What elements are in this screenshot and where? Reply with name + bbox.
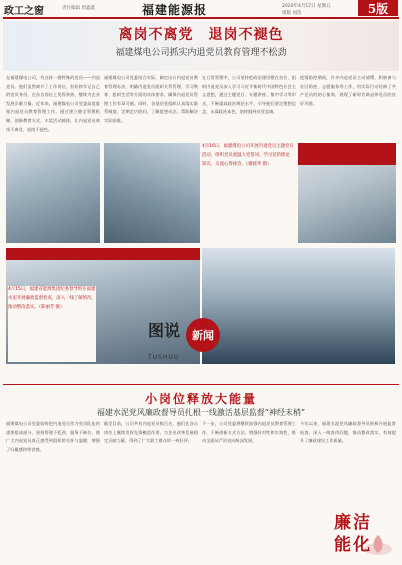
lower-subheadline: 福建水泥党风廉政督导员扎根一线激活基层监督“神经末梢” [96,408,306,417]
caption-upper: 4月16日，福建煤电公司开展内退党员主题党日活动，组织党员重温入党誓词，学习党的理论知识，交流心得体会。（谢晓华 摄） [202,144,294,167]
layout-editor: 组版 刘苗 [282,11,302,16]
main-subheadline: 福建煤电公司抓实内退党员教育管理不松劲 [115,48,287,58]
lower-column-4: 今年以来，福建水泥党风廉政督导员积极开展监督检查，深入一线查找问题，推动整改落实，有效提升了廉政建设工作质量。 [300,421,396,444]
lower-headline: 小岗位释放大能量 [144,392,257,406]
section-divider [3,384,399,385]
masthead: 福建能源报 [142,3,208,17]
photo-exhibition-left [6,143,100,243]
article-column-4: 疫情防控期间，许多内退党员主动请缨，积极参与社区防控、志愿服务等工作，用实际行动诠释了共产党员的初心使命，展现了新时代离退休党员的良好风貌。 [300,75,396,106]
slogan-line-1: 廉洁 [334,513,372,533]
slogan-line-2: 能化 [334,535,372,555]
lower-column-3: 下一步，公司党委将继续加强内退党员教育管理工作，不断创新方式方法，增强针对性和实效性，推动全面从严治党向纵深发展。 [202,421,296,444]
party-banner [298,143,396,165]
article-column-1: 在福建煤电公司，有这样一群特殊的党员——内退党员。他们虽然离开了工作岗位，但始终牢记自己的党员身份，在各自岗位上发挥余热，继续为企业发展贡献力量。近年来，福建煤电公司党委高度重视内退党员教育管理工作，通过建立健全管理机制，创新教育方式，丰富活动载体，让内退党员离岗不离党、退岗不褪色。 [6,75,100,132]
section-editor: 责任编辑 周鑫鑫 [62,6,95,11]
meeting-banner [6,248,200,260]
photo-inspection [202,248,395,364]
photo-news-label: 图说 [148,321,181,340]
section-title: 政工之窗 [4,6,44,17]
photo-news-circle: 新闻 [186,318,220,352]
page-number-badge: 5版 [358,0,398,16]
photo-news-english: TUSHUO [148,354,180,361]
article-column-3: 在日常管理中，公司坚持把政治建设摆在首位，组织内退党员深入学习习近平新时代中国特色社会主义思想，通过主题党日、专题讲座、集中学习等形式，不断提高政治理论水平，引导他们坚定理想信念，永葆政治本色，始终做到对党忠诚。 [202,75,296,115]
caption-lower: 4月15日，福建省能源集团纪委督导组在福建水泥开展廉政监督检查，深入一线了解情况，推动整改落实。（陈丽芳 摄） [8,286,96,362]
lower-column-1: 福建煤电公司党委始终把内退党员作为党员队伍的重要组成部分，坚持管理不松劲、服务不缺位，使广大内退党员真正感受到组织的关怀与温暖，增强了归属感和荣誉感。 [6,421,100,452]
main-headline: 离岗不离党 退岗不褪色 [118,27,284,43]
photo-party-flag [298,143,396,243]
lower-column-2: 截至目前，公司共有内退党员数百名，他们在各自岗位上继续发挥先锋模范作用，为企业改革发展稳定贡献力量，得到了广大职工群众的一致好评。 [104,421,198,444]
article-column-2: 福建煤电公司党委结合实际，制定出台内退党员教育管理办法，明确内退党员组织关系管理、学习教育、组织生活等方面的具体要求，确保内退党员管理工作有章可循。同时，各基层党组织认真落实联系制度，定期走访慰问，了解思想动态，帮助解决实际困难。 [104,75,198,123]
photo-exhibition-right [104,143,200,243]
slogan-text [334,512,372,556]
header-divider [3,17,399,19]
issue-date: 2020年4月17日 星期五 [282,4,331,9]
